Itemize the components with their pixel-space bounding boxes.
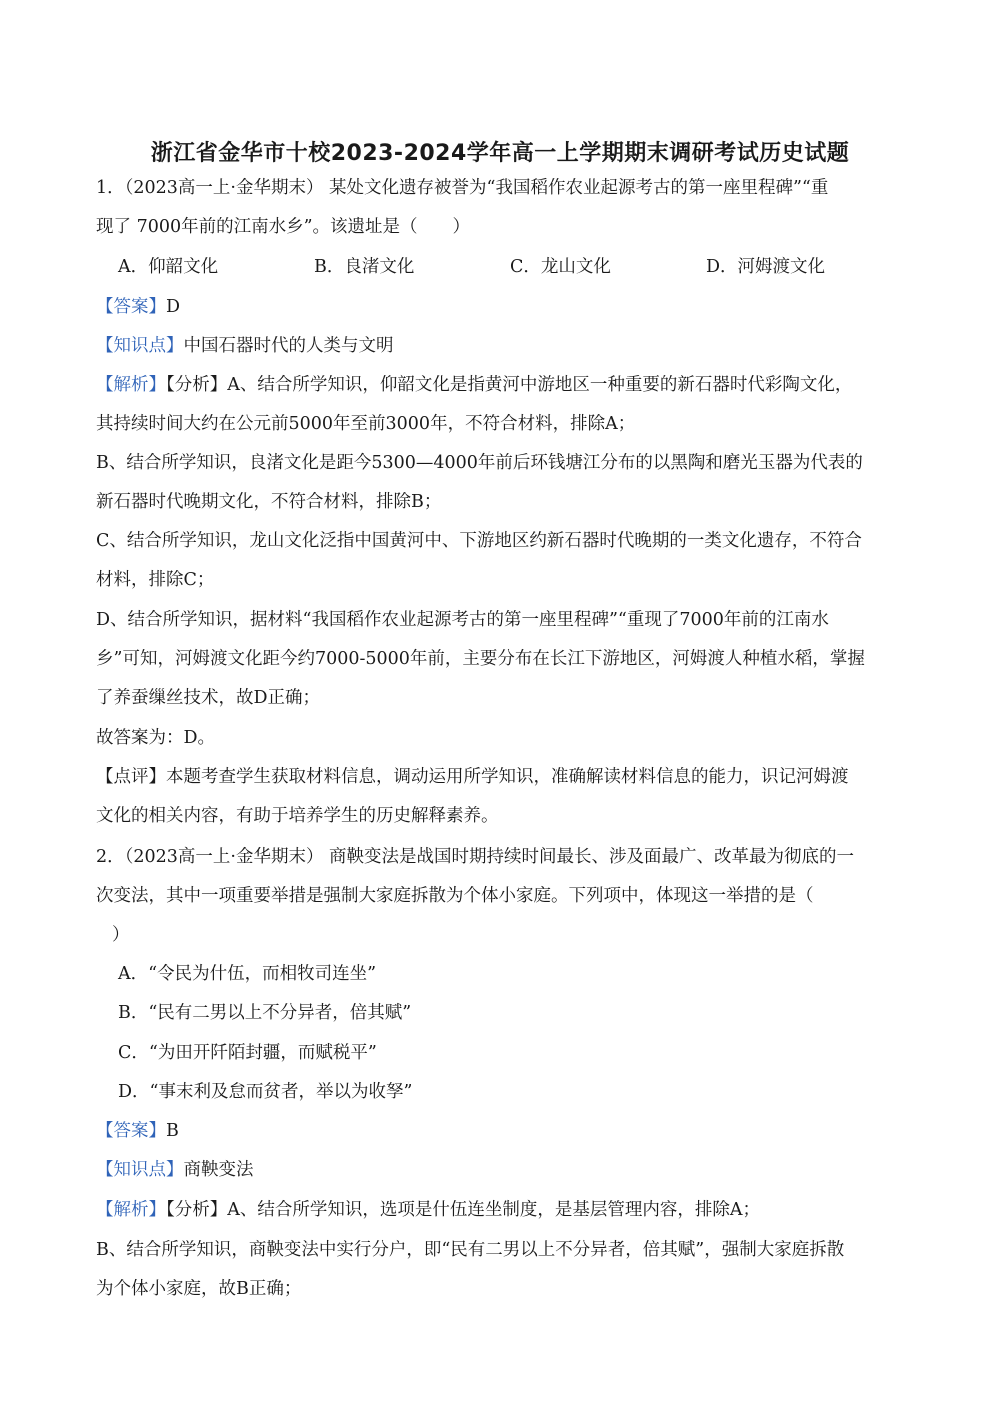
q2-option-c: C．“为田开阡陌封疆，而赋税平”	[118, 1043, 377, 1063]
q2-analysis-line-2: B、结合所学知识，商鞅变法中实行分户，即“民有二男以上不分异者，倍其赋”，强制大家庭拆散	[96, 1240, 845, 1260]
q2-knowledge: 【知识点】商鞅变法	[96, 1160, 254, 1180]
q2-answer: 【答案】B	[96, 1121, 179, 1141]
q1-option-c: C．龙山文化	[510, 257, 611, 277]
q1-stem-line-1: 1．（2023高一上·金华期末） 某处文化遗存被誉为“我国稻作农业起源考古的第一座里程碑”“重	[96, 178, 829, 198]
q1-analysis-line-5: C、结合所学知识，龙山文化泛指中国黄河中、下游地区约新石器时代晚期的一类文化遗存，不符合	[96, 531, 862, 551]
q1-comment-line-2: 文化的相关内容，有助于培养学生的历史解释素养。	[96, 806, 499, 826]
q2-answer-value: B	[166, 1121, 179, 1141]
q1-analysis-line-1: 【解析】【分析】A、结合所学知识，仰韶文化是指黄河中游地区一种重要的新石器时代彩陶文化，	[96, 375, 853, 395]
q1-analysis-line-3: B、结合所学知识，良渚文化是距今5300—4000年前后环钱塘江分布的以黑陶和磨光玉器为代表的	[96, 453, 863, 473]
q1-knowledge: 【知识点】中国石器时代的人类与文明	[96, 336, 394, 356]
q1-knowledge-value: 中国石器时代的人类与文明	[183, 336, 394, 356]
q1-answer: 【答案】D	[96, 297, 181, 317]
q1-stem-line-2: 现了 7000年前的江南水乡”。该遗址是（ ）	[96, 217, 471, 237]
q1-answer-value: D	[166, 297, 181, 317]
q1-comment-line-1: 【点评】本题考查学生获取材料信息，调动运用所学知识，准确解读材料信息的能力，识记河姆渡	[96, 767, 849, 787]
q1-option-b: B．良渚文化	[314, 257, 415, 277]
q2-option-a: A．“令民为什伍，而相牧司连坐”	[118, 964, 377, 984]
q2-stem-line-1: 2．（2023高一上·金华期末） 商鞅变法是战国时期持续时间最长、涉及面最广、改革最为彻底的一	[96, 847, 855, 867]
q1-option-a: A．仰韶文化	[118, 257, 219, 277]
q1-analysis-line-10: 故答案为：D。	[96, 728, 216, 748]
q1-options	[118, 255, 825, 279]
q1-analysis-line-6: 材料，排除C；	[96, 570, 215, 590]
knowledge-label: 知识点	[113, 1160, 166, 1180]
q1-analysis-line-8: 乡”可知，河姆渡文化距今约7000-5000年前，主要分布在长江下游地区，河姆渡人种植水稻，掌握	[96, 649, 865, 669]
q1-analysis-line-4: 新石器时代晚期文化，不符合材料，排除B；	[96, 492, 442, 512]
q1-analysis-line-2: 其持续时间大约在公元前5000年至前3000年，不符合材料，排除A；	[96, 414, 636, 434]
q2-stem-line-2: 次变法，其中一项重要举措是强制大家庭拆散为个体小家庭。下列项中，体现这一举措的是（	[96, 886, 814, 906]
q1-analysis-line-7: D、结合所学知识，据材料“我国稻作农业起源考古的第一座里程碑”“重现了7000年前的江南水	[96, 610, 829, 630]
q2-knowledge-value: 商鞅变法	[183, 1160, 254, 1180]
analysis-label: 解析	[113, 1200, 149, 1220]
q2-analysis-line-3: 为个体小家庭，故B正确；	[96, 1279, 302, 1299]
q1-analysis-line-9: 了养蚕缫丝技术，故D正确；	[96, 688, 321, 708]
q2-analysis-line-1: 【解析】【分析】A、结合所学知识，选项是什伍连坐制度，是基层管理内容，排除A；	[96, 1200, 761, 1220]
answer-label: 答案	[113, 1121, 149, 1141]
document-title: 浙江省金华市十校2023-2024学年高一上学期期末调研考试历史试题	[150, 141, 850, 166]
q2-option-d: D．“事末利及怠而贫者，举以为收孥”	[118, 1082, 413, 1102]
q2-stem-line-3: ）	[112, 925, 130, 945]
answer-label: 答案	[113, 297, 149, 317]
knowledge-label: 知识点	[113, 336, 166, 356]
q1-option-d: D．河姆渡文化	[706, 257, 826, 277]
q2-option-b: B．“民有二男以上不分异者，倍其赋”	[118, 1003, 412, 1023]
analysis-label: 解析	[113, 375, 149, 395]
